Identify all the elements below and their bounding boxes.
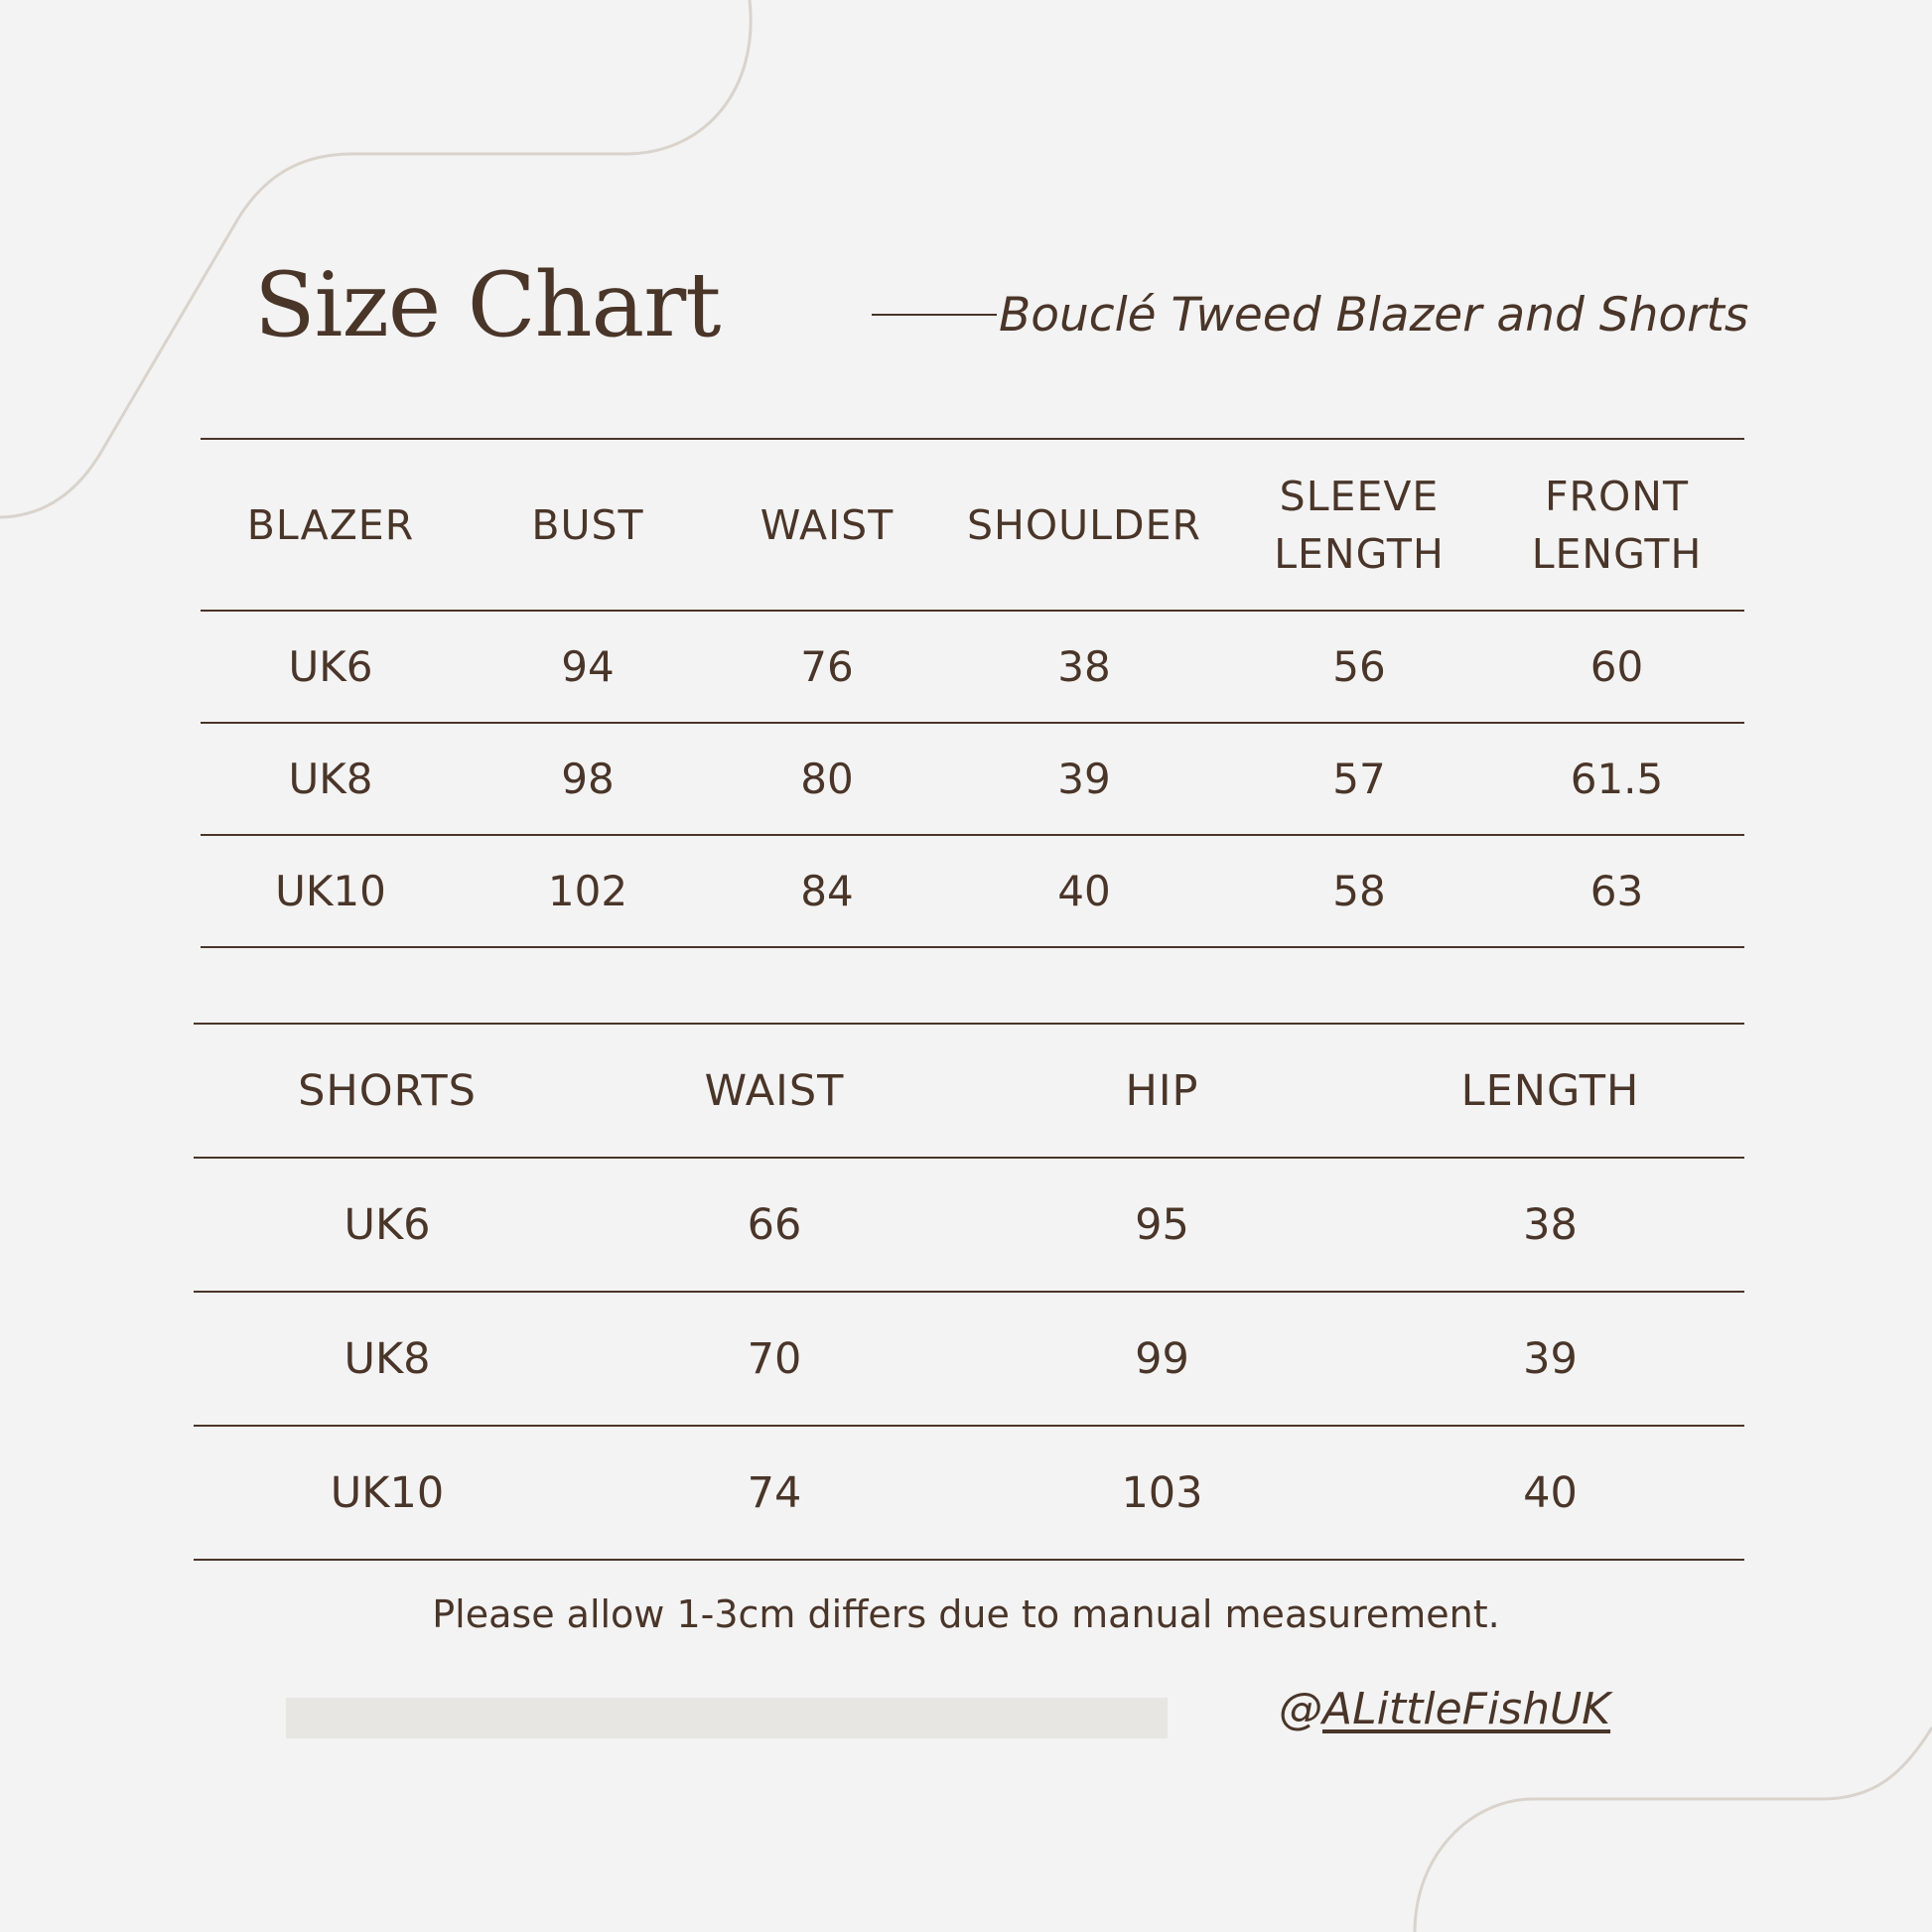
size-label: UK8 bbox=[201, 723, 461, 835]
size-label: UK10 bbox=[194, 1426, 581, 1560]
table-cell: 102 bbox=[461, 835, 715, 947]
table-cell: 40 bbox=[939, 835, 1229, 947]
product-subtitle: Bouclé Tweed Blazer and Shorts bbox=[999, 288, 1749, 343]
blazer-header-cell: BUST bbox=[461, 439, 715, 611]
table-cell: 58 bbox=[1229, 835, 1489, 947]
table-cell: 84 bbox=[715, 835, 939, 947]
blazer-header-cell: SHOULDER bbox=[939, 439, 1229, 611]
shorts-header-cell: LENGTH bbox=[1356, 1024, 1744, 1158]
table-cell: 80 bbox=[715, 723, 939, 835]
table-row bbox=[194, 1426, 1744, 1560]
decorative-bar bbox=[286, 1698, 1168, 1738]
shorts-header-row bbox=[194, 1024, 1744, 1158]
size-label: UK10 bbox=[201, 835, 461, 947]
table-cell: 103 bbox=[968, 1426, 1356, 1560]
table-row bbox=[194, 1158, 1744, 1292]
subtitle-rule bbox=[872, 314, 997, 316]
table-cell: 63 bbox=[1489, 835, 1744, 947]
table-cell: 70 bbox=[581, 1292, 968, 1426]
table-cell: 60 bbox=[1489, 611, 1744, 723]
table-cell: 94 bbox=[461, 611, 715, 723]
table-cell: 95 bbox=[968, 1158, 1356, 1292]
shorts-header-cell: SHORTS bbox=[194, 1024, 581, 1158]
shorts-size-table bbox=[194, 1023, 1744, 1561]
table-cell: 99 bbox=[968, 1292, 1356, 1426]
size-label: UK6 bbox=[194, 1158, 581, 1292]
table-row bbox=[201, 611, 1744, 723]
bottom-right-curve bbox=[1415, 1727, 1932, 1932]
size-label: UK6 bbox=[201, 611, 461, 723]
table-cell: 38 bbox=[939, 611, 1229, 723]
social-handle[interactable] bbox=[1279, 1684, 1610, 1734]
blazer-header-cell: SLEEVE LENGTH bbox=[1229, 439, 1489, 611]
page-title: Size Chart bbox=[254, 253, 721, 357]
table-cell: 57 bbox=[1229, 723, 1489, 835]
table-cell: 61.5 bbox=[1489, 723, 1744, 835]
blazer-header-row bbox=[201, 439, 1744, 611]
blazer-size-table bbox=[201, 438, 1744, 948]
blazer-header-cell: WAIST bbox=[715, 439, 939, 611]
table-cell: 98 bbox=[461, 723, 715, 835]
size-label: UK8 bbox=[194, 1292, 581, 1426]
blazer-header-cell: FRONT LENGTH bbox=[1489, 439, 1744, 611]
table-row bbox=[201, 723, 1744, 835]
measurement-note: Please allow 1-3cm differs due to manual measurement. bbox=[432, 1592, 1500, 1636]
table-cell: 39 bbox=[939, 723, 1229, 835]
table-cell: 66 bbox=[581, 1158, 968, 1292]
handle-link[interactable]: ALittleFishUK bbox=[1322, 1684, 1611, 1734]
table-cell: 56 bbox=[1229, 611, 1489, 723]
table-row bbox=[201, 835, 1744, 947]
table-cell: 39 bbox=[1356, 1292, 1744, 1426]
blazer-header-cell: BLAZER bbox=[201, 439, 461, 611]
table-cell: 38 bbox=[1356, 1158, 1744, 1292]
table-cell: 76 bbox=[715, 611, 939, 723]
table-row bbox=[194, 1292, 1744, 1426]
shorts-header-cell: WAIST bbox=[581, 1024, 968, 1158]
table-cell: 74 bbox=[581, 1426, 968, 1560]
handle-prefix: @ bbox=[1279, 1684, 1322, 1734]
table-cell: 40 bbox=[1356, 1426, 1744, 1560]
shorts-header-cell: HIP bbox=[968, 1024, 1356, 1158]
